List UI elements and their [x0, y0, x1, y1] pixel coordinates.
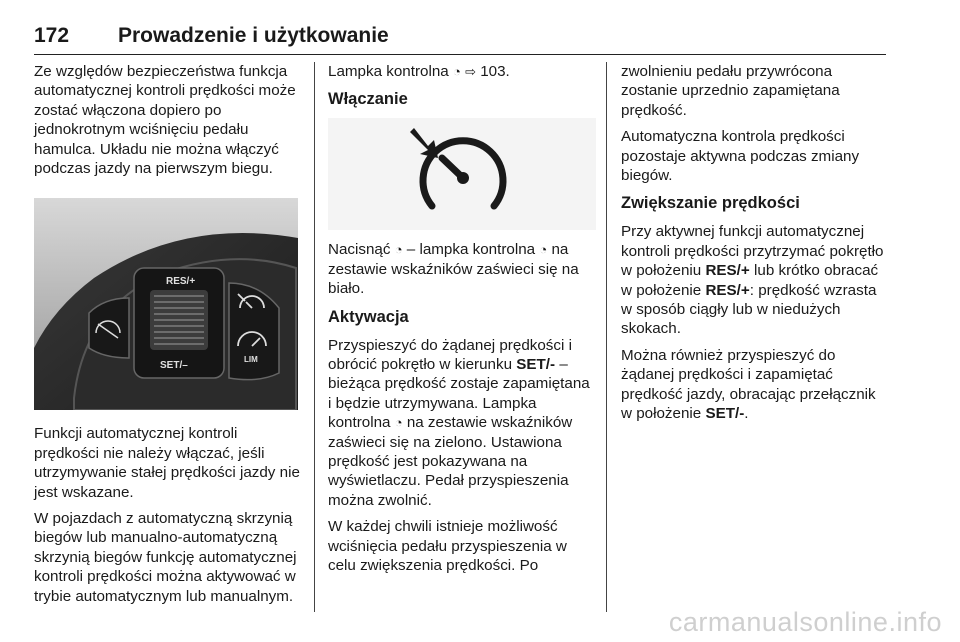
chapter-title: Prowadzenie i użytkowanie: [118, 24, 389, 47]
cruise-control-button-illustration: [328, 118, 596, 230]
text: na zestawie wskaźników zaświeci się na zielono. Ustawiona prędkość jest pokazywana na wyświetlaczu. Pedał przyspieszenia można zwolnić.: [328, 414, 573, 509]
cruise-indicator-icon: ◔: [539, 242, 548, 258]
cruise-indicator-icon: ◔: [394, 415, 403, 431]
watermark: carmanualsonline.info: [668, 607, 942, 637]
control-label: RES/+: [705, 281, 750, 299]
heading-zwiekszanie: Zwiększanie prędkości: [621, 194, 800, 213]
page-header: [34, 24, 886, 55]
paragraph: zwolnieniu pedału przywrócona zostanie uprzednio zapamiętana prędkość.: [621, 63, 840, 119]
text: – bieżąca prędkość zostaje zapamiętana i będzie utrzymywana. Lampka kontrolna: [328, 356, 590, 432]
heading-wlaczanie: Włączanie: [328, 90, 408, 109]
page-reference: 103.: [480, 63, 510, 80]
control-label: SET/-: [705, 405, 745, 423]
text: lub krótko obracać w położenie: [621, 262, 879, 299]
column-2: [328, 62, 596, 583]
control-label: SET/-: [516, 356, 556, 374]
text: .: [744, 405, 749, 423]
column-3: [621, 62, 889, 431]
column-divider: [314, 62, 315, 612]
text: Lampka kontrolna: [328, 63, 449, 80]
wheel-label-set: SET/–: [160, 360, 188, 372]
text: Przyspieszyć do żądanej prędkości i obrócić pokrętło w kierunku: [328, 336, 572, 374]
heading-aktywacja: Aktywacja: [328, 307, 409, 326]
column-1: [34, 62, 302, 613]
paragraph: [621, 222, 889, 338]
text: Można również przyspieszyć do żądanej prędkości i zapamiętać prędkość jazdy, obracając przełącznik w położenie: [621, 346, 876, 423]
page-number: 172: [34, 24, 70, 47]
text: na zestawie wskaźników zaświeci się na biało.: [328, 241, 579, 298]
text: : prędkość wzrasta w sposób ciągły lub w niedużych skokach.: [621, 281, 877, 338]
steering-wheel-controls-photo: [34, 198, 298, 410]
control-label: RES/+: [705, 262, 750, 280]
text: – lampka kontrolna: [406, 241, 536, 259]
text: Przy aktywnej funkcji automatycznej kontroli prędkości przytrzymać pokrętło w położeniu: [621, 223, 884, 280]
cruise-indicator-icon: ◔: [452, 64, 461, 79]
column-divider: [606, 62, 607, 612]
paragraph: [328, 62, 596, 81]
paragraph: [328, 336, 596, 511]
paragraph: Ze względów bezpieczeństwa funkcja automatycznej kontroli prędkości może zostać włączona dopiero po jednokrotnym wciśnięciu pedału hamulca. Układu nie można włączyć podczas jazdy na pierwszym biegu.: [34, 63, 296, 178]
paragraph: [621, 346, 889, 424]
wheel-label-res: RES/+: [166, 276, 196, 288]
paragraph: Funkcji automatycznej kontroli prędkości nie należy włączać, jeśli utrzymywanie stałej prędkości jazdy nie jest wskazane.: [34, 425, 300, 501]
text: Nacisnąć: [328, 241, 391, 259]
wheel-label-lim: LIM: [244, 355, 258, 365]
cruise-indicator-icon: ◔: [394, 242, 403, 258]
paragraph: W każdej chwili istnieje możliwość wciśnięcia pedału przyspieszenia w celu zwiększenia prędkości. Po: [328, 518, 567, 575]
paragraph: Automatyczna kontrola prędkości pozostaje aktywna podczas zmiany biegów.: [621, 128, 860, 185]
page-reference-arrow-icon: ⇨: [465, 64, 476, 79]
paragraph: W pojazdach z automatyczną skrzynią biegów lub manualno-automatyczną skrzynią biegów funkcję automatycznej kontroli prędkości można aktywować w trybie automatycznym lub manualnym.: [34, 510, 297, 605]
paragraph: [328, 240, 596, 298]
